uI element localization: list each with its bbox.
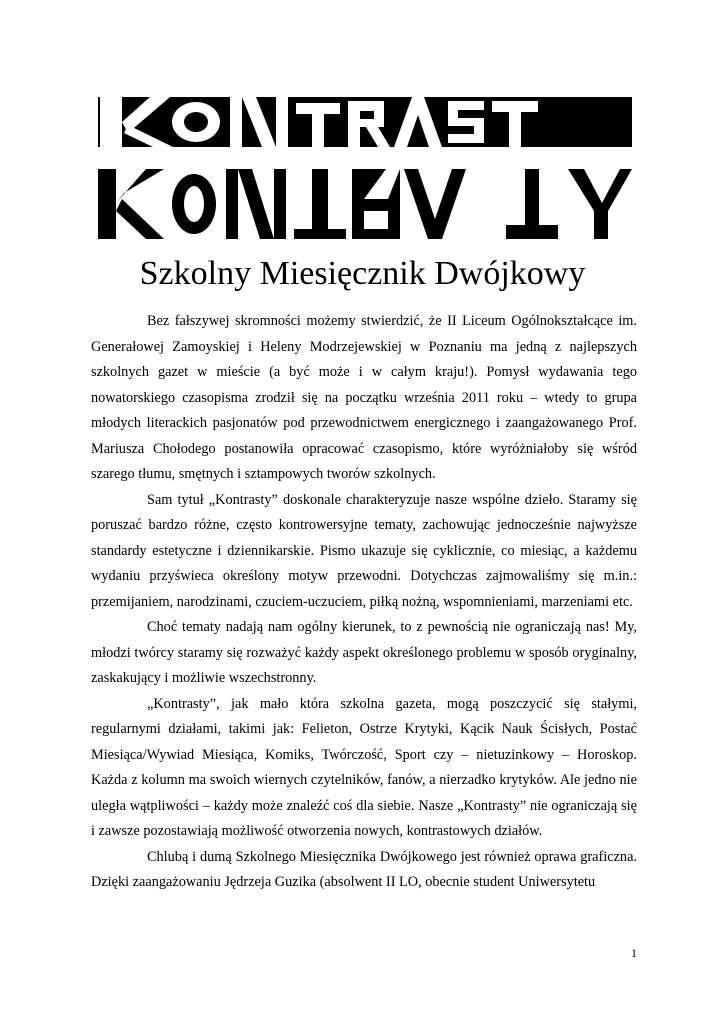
- logo-mirror-a: [404, 169, 466, 239]
- paragraph-1: Bez fałszywej skromności możemy stwierdzić, że II Liceum Ogólnokształcące im. Generałowej Zamoyskiej i Heleny Modrzejewskiej w Poznaniu ma jedną z najlepszych szkolnych gazet w mieście (a być może i w całym kraju!). Pomysł wydawania tego nowatorskiego czasopisma zrodził się na początku września 2011 roku – wtedy to grupa młodych literackich pasjonatów pod przewodnictwem energicznego i zaangażowanego Prof. Mariusza Chołodego postanowiła opracować czasopismo, które wyróżniałoby się wśród szarego tłumu, smętnych i sztampowych tworów szkolnych.: [91, 313, 637, 482]
- paragraph-2: Sam tytuł „Kontrasty” doskonale charakteryzuje nasze wspólne dzieło. Staramy się poruszać bardzo różne, często kontrowersyjne tematy, zachowując jednocześnie najwyższe standardy estetyczne i dziennikarskie. Pismo ukazuje się cyklicznie, co miesiąc, a każdemu wydaniu przyświeca określony motyw przewodni. Dotychczas zajmowaliśmy się m.in.: przemijaniem, narodzinami, czuciem-uczuciem, piłką nożną, wspomnieniami, marzeniami etc.: [91, 491, 637, 610]
- logo-mirror-k-arm: [116, 169, 164, 203]
- logo-mirror-n-diagonal: [238, 169, 274, 239]
- logo-bottom-mirror: [98, 169, 632, 239]
- logo-top-band: [98, 97, 632, 147]
- logo-letter-t-stem: [312, 103, 324, 147]
- kontrasty-logo: [98, 97, 632, 239]
- logo-mirror-n-left: [226, 169, 238, 239]
- logo-mirror-y: [568, 169, 632, 239]
- paragraph-5: Chlubą i dumą Szkolnego Miesięcznika Dwójkowego jest również oprawa graficzna. Dzięki zaangażowaniu Jędrzeja Guzika (absolwent II LO, obecnie student Uniwersytetu: [91, 848, 637, 890]
- kontrasty-logo-graphic: [98, 97, 632, 239]
- paragraph-4: „Kontrasty”, jak mało która szkolna gazeta, mogą poszczycić się stałymi, regularnymi działami, takimi jak: Felieton, Ostrze Krytyki, Kącik Nauk Ścisłych, Postać Miesiąca/Wywiad Miesiąca, Komiks, Twórczość, Sport czy – nietuzinkowy – Horoskop. Każda z kolumn ma swoich wiernych czytelników, fanów, a nierzadko krytyków. Ale jedno nie uległa wątpliwości – każdy może znaleźć coś dla siebie. Nasze „Kontrasty” nie ograniczają się i zawsze pozostawiają możliwość otworzenia nowych, kontrastowych działów.: [91, 695, 637, 839]
- logo-mirror-n-right: [274, 169, 286, 239]
- logo-letter-n-right: [276, 97, 288, 147]
- article-body: [91, 309, 637, 896]
- logo-mirror-t-cut-left: [294, 169, 312, 229]
- logo-mirror-t2-stem: [525, 169, 539, 239]
- logo-mirror-t-cut-right: [328, 169, 346, 229]
- logo-letter-r-bowl: [374, 101, 384, 127]
- logo-letter-o-hole: [184, 112, 208, 132]
- logo-letter-t2-stem: [509, 101, 521, 147]
- page-number: 1: [631, 946, 637, 960]
- logo-mirror-k-stem: [98, 169, 116, 239]
- logo-letter-k: [100, 97, 122, 147]
- paragraph-3: Choć tematy nadają nam ogólny kierunek, to z pewnością nie ograniczają nas! My, młodzi twórcy staramy się rozważyć każdy aspekt określonego problemu w sposób oryginalny, zaskakujący i możliwie wszechstronny.: [91, 619, 637, 686]
- logo-letter-s-bottom: [448, 134, 484, 143]
- page-title: Szkolny Miesięcznik Dwójkowy: [139, 255, 586, 292]
- logo-mirror-r-hole: [364, 211, 388, 229]
- logo-mirror-k-leg: [116, 199, 164, 239]
- logo-mirror-o-hole: [184, 186, 204, 222]
- logo-letter-n-left: [230, 97, 242, 147]
